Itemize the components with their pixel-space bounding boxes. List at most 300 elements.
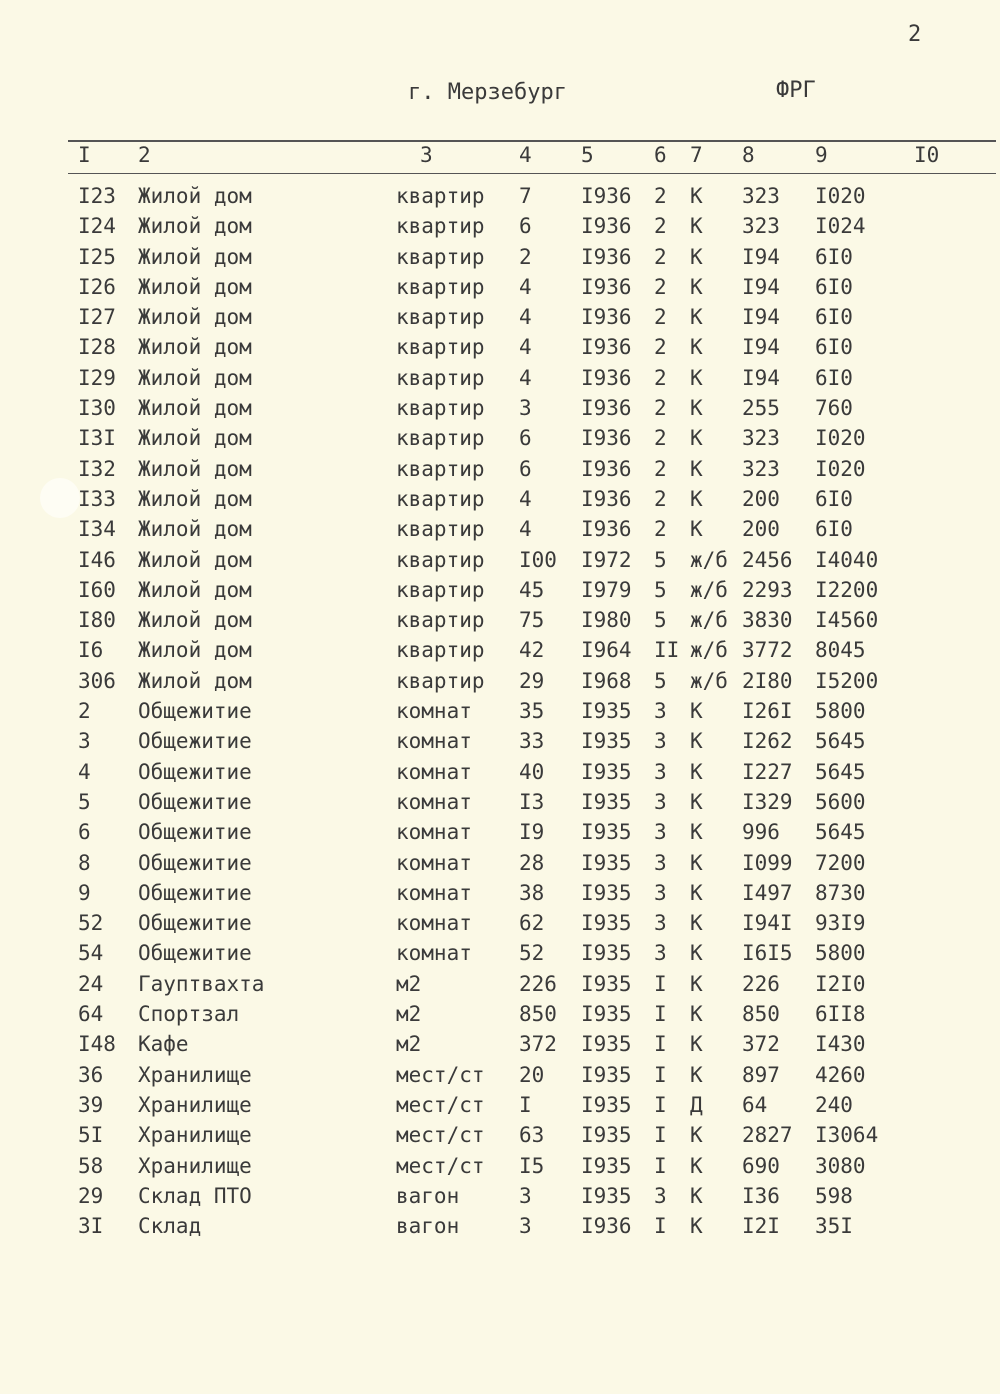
table-cell-col2: Склад ПТО <box>138 1183 252 1208</box>
table-cell-col1: 24 <box>78 971 104 996</box>
table-cell-col9: 93I9 <box>815 911 866 936</box>
table-cell-col7: К <box>690 274 703 299</box>
table-cell-col2: Жилой дом <box>138 668 252 693</box>
table-cell-col1: I30 <box>78 396 116 421</box>
table-cell-col1: 5I <box>78 1123 104 1148</box>
table-cell-col6: 5 <box>654 547 667 572</box>
table-cell-col1: 3I <box>78 1214 104 1239</box>
table-cell-col1: I32 <box>78 456 116 481</box>
table-cell-col2: Хранилище <box>138 1153 252 1178</box>
table-cell-col2: Общежитие <box>138 729 252 754</box>
table-cell-col6: 3 <box>654 789 667 814</box>
table-cell-col6: 2 <box>654 274 667 299</box>
table-cell-col5: I936 <box>581 214 632 239</box>
table-cell-col1: 54 <box>78 941 104 966</box>
table-cell-col2: Жилой дом <box>138 244 252 269</box>
table-cell-col6: I <box>654 1032 667 1057</box>
table-row <box>0 638 1000 668</box>
table-cell-col5: I935 <box>581 1183 632 1208</box>
column-header-6: 6 <box>654 143 667 167</box>
table-header-rule <box>68 173 996 174</box>
table-cell-col4: 3 <box>519 1214 532 1239</box>
table-cell-col2: Общежитие <box>138 850 252 875</box>
table-row <box>0 517 1000 547</box>
table-cell-col7: К <box>690 1214 703 1239</box>
table-cell-col9: 6I0 <box>815 517 853 542</box>
table-cell-col7: К <box>690 1153 703 1178</box>
table-cell-col2: Жилой дом <box>138 214 252 239</box>
table-cell-col8: 2I80 <box>742 668 793 693</box>
table-cell-col1: I48 <box>78 1032 116 1057</box>
table-cell-col8: I497 <box>742 880 793 905</box>
table-cell-col2: Склад <box>138 1214 202 1239</box>
table-cell-col5: I936 <box>581 426 632 451</box>
table-cell-col9: 5800 <box>815 699 866 724</box>
table-row <box>0 487 1000 517</box>
table-cell-col3: м2 <box>396 1032 422 1057</box>
table-row <box>0 911 1000 941</box>
table-cell-col6: 3 <box>654 941 667 966</box>
table-cell-col7: К <box>690 911 703 936</box>
table-cell-col2: Жилой дом <box>138 335 252 360</box>
table-cell-col9: 8045 <box>815 638 866 663</box>
table-cell-col9: 6I0 <box>815 305 853 330</box>
table-cell-col1: 36 <box>78 1062 104 1087</box>
table-cell-col2: Жилой дом <box>138 608 252 633</box>
table-cell-col4: I5 <box>519 1153 545 1178</box>
table-cell-col8: 200 <box>742 517 780 542</box>
table-cell-col2: Общежитие <box>138 820 252 845</box>
table-cell-col3: мест/ст <box>396 1092 485 1117</box>
table-row <box>0 184 1000 214</box>
table-row <box>0 214 1000 244</box>
table-row <box>0 1154 1000 1184</box>
table-cell-col2: Жилой дом <box>138 274 252 299</box>
table-cell-col7: ж/б <box>690 608 728 633</box>
table-cell-col6: 2 <box>654 244 667 269</box>
table-cell-col7: К <box>690 184 703 208</box>
table-cell-col7: К <box>690 456 703 481</box>
table-cell-col7: К <box>690 426 703 451</box>
column-header-8: 8 <box>742 143 755 167</box>
table-cell-col2: Общежитие <box>138 941 252 966</box>
table-cell-col1: 8 <box>78 850 91 875</box>
table-cell-col6: 2 <box>654 305 667 330</box>
table-cell-col3: комнат <box>396 789 472 814</box>
table-row <box>0 1123 1000 1153</box>
table-cell-col4: 850 <box>519 1002 557 1027</box>
table-cell-col9: 6I0 <box>815 486 853 511</box>
table-cell-col2: Общежитие <box>138 789 252 814</box>
table-cell-col7: К <box>690 971 703 996</box>
table-cell-col1: I25 <box>78 244 116 269</box>
table-cell-col7: К <box>690 820 703 845</box>
table-cell-col3: квартир <box>396 577 485 602</box>
table-row <box>0 851 1000 881</box>
table-cell-col1: 64 <box>78 1002 104 1027</box>
table-cell-col5: I935 <box>581 1123 632 1148</box>
table-cell-col5: I936 <box>581 365 632 390</box>
table-cell-col8: I262 <box>742 729 793 754</box>
table-cell-col8: 3830 <box>742 608 793 633</box>
table-cell-col2: Жилой дом <box>138 577 252 602</box>
table-cell-col2: Жилой дом <box>138 365 252 390</box>
table-cell-col9: I020 <box>815 456 866 481</box>
table-cell-col5: I968 <box>581 668 632 693</box>
table-cell-col1: I3I <box>78 426 116 451</box>
column-headers <box>0 143 1000 171</box>
table-cell-col4: I3 <box>519 789 545 814</box>
table-cell-col5: I936 <box>581 335 632 360</box>
table-cell-col8: I2I <box>742 1214 780 1239</box>
table-cell-col4: 63 <box>519 1123 545 1148</box>
table-cell-col9: 6I0 <box>815 274 853 299</box>
table-cell-col3: мест/ст <box>396 1062 485 1087</box>
table-cell-col6: 2 <box>654 426 667 451</box>
table-cell-col4: 4 <box>519 274 532 299</box>
table-cell-col3: квартир <box>396 305 485 330</box>
table-cell-col9: I4040 <box>815 547 879 572</box>
table-body <box>0 184 1000 1244</box>
table-cell-col1: I46 <box>78 547 116 572</box>
table-cell-col7: К <box>690 305 703 330</box>
table-cell-col8: 3772 <box>742 638 793 663</box>
table-cell-col3: м2 <box>396 971 422 996</box>
table-cell-col6: I <box>654 1092 667 1117</box>
table-cell-col3: комнат <box>396 911 472 936</box>
table-cell-col5: I935 <box>581 1002 632 1027</box>
table-cell-col8: I26I <box>742 699 793 724</box>
table-cell-col1: 4 <box>78 759 91 784</box>
table-cell-col7: К <box>690 517 703 542</box>
table-cell-col4: 4 <box>519 365 532 390</box>
table-cell-col9: 760 <box>815 396 853 421</box>
table-cell-col7: К <box>690 365 703 390</box>
column-header-3: 3 <box>420 143 433 167</box>
table-cell-col8: 323 <box>742 184 780 208</box>
table-cell-col6: 2 <box>654 335 667 360</box>
table-cell-col6: 3 <box>654 699 667 724</box>
table-cell-col6: 3 <box>654 850 667 875</box>
table-cell-col4: I <box>519 1092 532 1117</box>
table-cell-col8: 690 <box>742 1153 780 1178</box>
table-cell-col3: комнат <box>396 880 472 905</box>
table-cell-col5: I972 <box>581 547 632 572</box>
table-cell-col5: I936 <box>581 456 632 481</box>
table-row <box>0 245 1000 275</box>
table-cell-col8: 323 <box>742 214 780 239</box>
table-cell-col9: 5800 <box>815 941 866 966</box>
table-cell-col2: Жилой дом <box>138 305 252 330</box>
table-cell-col7: К <box>690 214 703 239</box>
table-cell-col7: Д <box>690 1092 703 1117</box>
table-cell-col8: I94 <box>742 305 780 330</box>
table-cell-col5: I936 <box>581 305 632 330</box>
table-cell-col4: 42 <box>519 638 545 663</box>
table-cell-col4: 7 <box>519 184 532 208</box>
table-cell-col5: I935 <box>581 820 632 845</box>
table-cell-col1: I80 <box>78 608 116 633</box>
table-cell-col1: 9 <box>78 880 91 905</box>
table-cell-col2: Общежитие <box>138 880 252 905</box>
table-cell-col6: II <box>654 638 680 663</box>
table-cell-col6: 2 <box>654 486 667 511</box>
table-cell-col3: квартир <box>396 244 485 269</box>
table-cell-col9: I020 <box>815 184 866 208</box>
table-cell-col3: квартир <box>396 396 485 421</box>
table-cell-col6: 2 <box>654 517 667 542</box>
table-cell-col3: мест/ст <box>396 1153 485 1178</box>
table-cell-col4: 2 <box>519 244 532 269</box>
table-cell-col8: 323 <box>742 456 780 481</box>
table-cell-col9: 3080 <box>815 1153 866 1178</box>
table-cell-col8: I099 <box>742 850 793 875</box>
table-cell-col6: 5 <box>654 608 667 633</box>
table-cell-col6: 3 <box>654 759 667 784</box>
table-cell-col6: 3 <box>654 911 667 936</box>
table-cell-col6: 2 <box>654 456 667 481</box>
table-cell-col5: I935 <box>581 1092 632 1117</box>
table-cell-col5: I935 <box>581 880 632 905</box>
table-cell-col3: квартир <box>396 214 485 239</box>
table-cell-col5: I936 <box>581 244 632 269</box>
table-cell-col9: I2200 <box>815 577 879 602</box>
table-cell-col7: К <box>690 1123 703 1148</box>
table-cell-col4: 4 <box>519 486 532 511</box>
table-cell-col3: квартир <box>396 365 485 390</box>
table-cell-col3: комнат <box>396 850 472 875</box>
table-cell-col1: I23 <box>78 184 116 208</box>
table-cell-col3: мест/ст <box>396 1123 485 1148</box>
table-row <box>0 457 1000 487</box>
table-cell-col5: I935 <box>581 941 632 966</box>
column-header-5: 5 <box>581 143 594 167</box>
table-cell-col8: 897 <box>742 1062 780 1087</box>
table-cell-col3: квартир <box>396 547 485 572</box>
table-cell-col2: Жилой дом <box>138 638 252 663</box>
table-cell-col4: 372 <box>519 1032 557 1057</box>
table-cell-col8: 64 <box>742 1092 768 1117</box>
page-number: 2 <box>908 22 922 47</box>
table-cell-col7: К <box>690 1062 703 1087</box>
table-cell-col9: I5200 <box>815 668 879 693</box>
table-row <box>0 699 1000 729</box>
table-cell-col2: Общежитие <box>138 759 252 784</box>
table-cell-col1: I29 <box>78 365 116 390</box>
column-header-9: 9 <box>815 143 828 167</box>
table-cell-col3: квартир <box>396 184 485 208</box>
table-cell-col7: К <box>690 880 703 905</box>
table-cell-col9: 5645 <box>815 820 866 845</box>
table-cell-col2: Жилой дом <box>138 396 252 421</box>
table-row <box>0 1093 1000 1123</box>
table-cell-col2: Спортзал <box>138 1002 240 1027</box>
table-cell-col6: 2 <box>654 214 667 239</box>
table-row <box>0 275 1000 305</box>
table-cell-col2: Жилой дом <box>138 517 252 542</box>
table-cell-col3: комнат <box>396 699 472 724</box>
table-row <box>0 305 1000 335</box>
table-cell-col9: 4260 <box>815 1062 866 1087</box>
table-cell-col8: 200 <box>742 486 780 511</box>
table-row <box>0 1214 1000 1244</box>
table-cell-col8: 2293 <box>742 577 793 602</box>
table-cell-col3: вагон <box>396 1214 460 1239</box>
table-row <box>0 396 1000 426</box>
table-cell-col9: 240 <box>815 1092 853 1117</box>
table-cell-col1: I28 <box>78 335 116 360</box>
table-cell-col6: 3 <box>654 880 667 905</box>
table-cell-col5: I979 <box>581 577 632 602</box>
table-cell-col3: квартир <box>396 668 485 693</box>
table-cell-col1: 6 <box>78 820 91 845</box>
table-cell-col7: К <box>690 1032 703 1057</box>
table-cell-col2: Гауптвахта <box>138 971 265 996</box>
table-cell-col9: I4560 <box>815 608 879 633</box>
table-cell-col9: I3064 <box>815 1123 879 1148</box>
table-cell-col9: I2I0 <box>815 971 866 996</box>
table-row <box>0 366 1000 396</box>
table-cell-col2: Кафе <box>138 1032 189 1057</box>
table-cell-col1: I27 <box>78 305 116 330</box>
table-cell-col6: 3 <box>654 820 667 845</box>
table-cell-col8: 2456 <box>742 547 793 572</box>
table-cell-col8: 255 <box>742 396 780 421</box>
table-cell-col8: I94I <box>742 911 793 936</box>
table-cell-col9: 6I0 <box>815 244 853 269</box>
column-header-4: 4 <box>519 143 532 167</box>
table-row <box>0 1184 1000 1214</box>
table-cell-col1: 29 <box>78 1183 104 1208</box>
table-cell-col8: 372 <box>742 1032 780 1057</box>
table-cell-col2: Хранилище <box>138 1062 252 1087</box>
table-cell-col5: I935 <box>581 850 632 875</box>
table-cell-col4: 3 <box>519 396 532 421</box>
table-cell-col4: 226 <box>519 971 557 996</box>
table-cell-col6: I <box>654 1062 667 1087</box>
table-cell-col2: Жилой дом <box>138 184 252 208</box>
table-cell-col4: 45 <box>519 577 545 602</box>
table-row <box>0 972 1000 1002</box>
table-cell-col9: 6I0 <box>815 365 853 390</box>
table-cell-col8: 996 <box>742 820 780 845</box>
table-cell-col4: 4 <box>519 305 532 330</box>
table-cell-col1: I34 <box>78 517 116 542</box>
table-cell-col7: К <box>690 244 703 269</box>
table-cell-col2: Жилой дом <box>138 547 252 572</box>
table-cell-col4: 4 <box>519 517 532 542</box>
table-cell-col7: ж/б <box>690 668 728 693</box>
table-row <box>0 760 1000 790</box>
column-header-7: 7 <box>690 143 703 167</box>
table-cell-col5: I935 <box>581 699 632 724</box>
table-cell-col9: 598 <box>815 1183 853 1208</box>
table-cell-col9: 5645 <box>815 759 866 784</box>
table-cell-col9: 35I <box>815 1214 853 1239</box>
table-cell-col5: I936 <box>581 184 632 208</box>
table-cell-col6: I <box>654 1002 667 1027</box>
table-cell-col3: комнат <box>396 729 472 754</box>
table-cell-col8: 323 <box>742 426 780 451</box>
table-cell-col7: ж/б <box>690 638 728 663</box>
table-cell-col6: 2 <box>654 396 667 421</box>
table-cell-col5: I935 <box>581 789 632 814</box>
table-cell-col4: 28 <box>519 850 545 875</box>
table-row <box>0 669 1000 699</box>
table-cell-col7: К <box>690 1183 703 1208</box>
table-row <box>0 578 1000 608</box>
table-cell-col6: 5 <box>654 577 667 602</box>
table-cell-col1: 52 <box>78 911 104 936</box>
table-cell-col9: I024 <box>815 214 866 239</box>
table-cell-col5: I935 <box>581 729 632 754</box>
table-cell-col2: Общежитие <box>138 699 252 724</box>
table-cell-col4: 75 <box>519 608 545 633</box>
table-cell-col4: 38 <box>519 880 545 905</box>
table-cell-col6: I <box>654 1123 667 1148</box>
table-row <box>0 335 1000 365</box>
table-top-rule <box>68 140 996 142</box>
table-cell-col9: 7200 <box>815 850 866 875</box>
table-cell-col8: I6I5 <box>742 941 793 966</box>
table-cell-col4: I00 <box>519 547 557 572</box>
table-cell-col4: I9 <box>519 820 545 845</box>
table-row <box>0 1063 1000 1093</box>
table-cell-col1: 39 <box>78 1092 104 1117</box>
table-cell-col3: квартир <box>396 608 485 633</box>
table-row <box>0 820 1000 850</box>
table-cell-col3: квартир <box>396 274 485 299</box>
table-cell-col7: К <box>690 759 703 784</box>
table-cell-col2: Жилой дом <box>138 486 252 511</box>
table-cell-col7: К <box>690 850 703 875</box>
table-cell-col7: К <box>690 789 703 814</box>
table-cell-col8: 226 <box>742 971 780 996</box>
table-row <box>0 881 1000 911</box>
table-cell-col4: 3 <box>519 1183 532 1208</box>
table-cell-col4: 62 <box>519 911 545 936</box>
table-cell-col9: 8730 <box>815 880 866 905</box>
country-title: ФРГ <box>776 78 816 103</box>
table-cell-col2: Жилой дом <box>138 426 252 451</box>
table-cell-col1: I24 <box>78 214 116 239</box>
table-cell-col6: 5 <box>654 668 667 693</box>
table-cell-col6: I <box>654 1153 667 1178</box>
table-cell-col2: Жилой дом <box>138 456 252 481</box>
table-cell-col1: 306 <box>78 668 116 693</box>
table-cell-col8: I94 <box>742 244 780 269</box>
table-cell-col7: ж/б <box>690 577 728 602</box>
table-cell-col6: 2 <box>654 184 667 208</box>
table-cell-col4: 33 <box>519 729 545 754</box>
table-cell-col1: I60 <box>78 577 116 602</box>
table-cell-col2: Общежитие <box>138 911 252 936</box>
table-cell-col4: 6 <box>519 214 532 239</box>
table-cell-col1: 58 <box>78 1153 104 1178</box>
table-cell-col3: вагон <box>396 1183 460 1208</box>
table-cell-col5: I935 <box>581 759 632 784</box>
table-cell-col5: I964 <box>581 638 632 663</box>
table-cell-col4: 35 <box>519 699 545 724</box>
table-cell-col1: 5 <box>78 789 91 814</box>
table-cell-col4: 40 <box>519 759 545 784</box>
table-row <box>0 548 1000 578</box>
table-row <box>0 1032 1000 1062</box>
table-cell-col8: I94 <box>742 365 780 390</box>
table-cell-col6: 3 <box>654 729 667 754</box>
table-cell-col6: 3 <box>654 1183 667 1208</box>
table-cell-col9: 5645 <box>815 729 866 754</box>
